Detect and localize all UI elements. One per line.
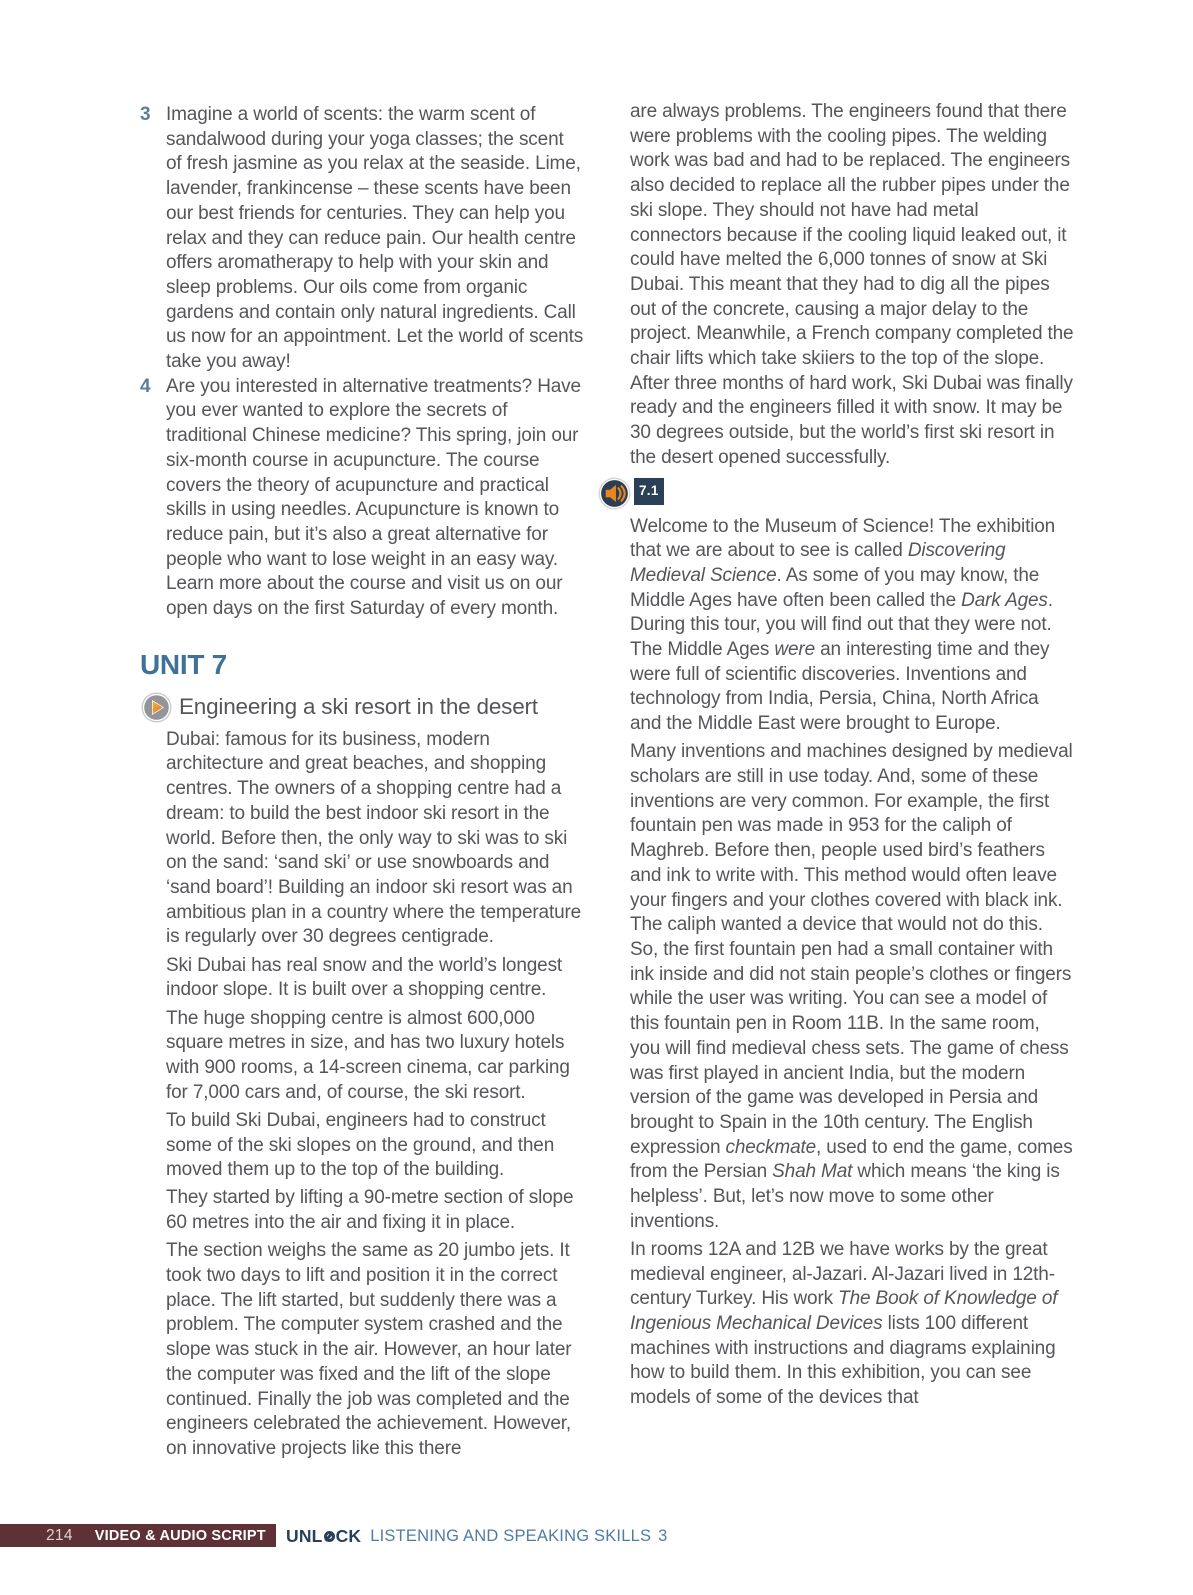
video-title: Engineering a ski resort in the desert <box>179 693 538 719</box>
footer-brand <box>286 1526 668 1547</box>
brand-text-pre: UNL <box>286 1526 323 1546</box>
paragraph: Dubai: famous for its business, modern architecture and great beaches, and shopping centres. The owners of a shopping centre had a dream: to build the best indoor ski resort in the world. Before then, the only way to ski was to ski on the sand: ‘sand ski’ or use snowboards and ‘sand board’! Building an indoor ski resort was an ambitious plan in a country where the temperature is regularly over 30 degrees centigrade. <box>166 728 582 948</box>
brand-text-post: CK <box>335 1526 362 1546</box>
paragraph: To build Ski Dubai, engineers had to construct some of the ski slopes on the ground, and then moved them up to the top of the building. <box>166 1109 555 1181</box>
book-level: 3 <box>658 1527 668 1545</box>
video-heading-row <box>140 692 584 723</box>
paragraph: Many inventions and machines designed by medieval scholars are still in use today. And, some of these inventions are very common. For example, the first fountain pen was made in 953 for the caliph of Maghreb. Before then, people used bird’s feathers and ink to write with. This method would often leave your fingers and your clothes covered with black ink. The caliph wanted a device that would not do this. So, the first fountain pen had a small container with ink inside and did not stain people’s clothes or fingers while the user was writing. You can see a model of this fountain pen in Room 11B. In the same room, you will find medieval chess sets. The game of chess was first played in ancient India, but the modern version of the game was developed in Persia and brought to Spain in the 10th century. The English expression checkmate, used to end the game, comes from the Persian Shah Mat which means ‘the king is helpless’. But, let’s now move to some other inventions. <box>630 741 1073 1232</box>
paragraph: Ski Dubai has real snow and the world’s longest indoor slope. It is built over a shopping centre. <box>166 954 563 1001</box>
item-number: 3 <box>140 104 151 125</box>
item-number: 4 <box>140 375 151 397</box>
paragraph: In rooms 12A and 12B we have works by the great medieval engineer, al-Jazari. Al-Jazari lived in 12th-century Turkey. His work The Book of Knowledge of Ingenious Mechanical Devices lists 100 different machines with instructions and diagrams explaining how to build them. In this exhibition, you can see models of some of the devices that <box>630 1238 1058 1409</box>
audio-heading-row <box>598 477 1074 511</box>
book-title <box>370 1527 667 1546</box>
unit-heading: UNIT 7 <box>140 648 227 680</box>
paragraph: The huge shopping centre is almost 600,000 square metres in size, and has two luxury hotels with 900 rooms, a 14-screen cinema, car parking for 7,000 cars and, of course, the ski resort. <box>166 1007 570 1103</box>
item-text: Imagine a world of scents: the warm scent of sandalwood during your yoga classes; the scent of fresh jasmine as you relax at the seaside. Lime, lavender, frankincense – these scents have been our best friends for centuries. They can help you relax and they can reduce pain. Our health centre offers aromatherapy to help with your skin and sleep problems. Our oils come from organic gardens and contain only natural ingredients. Call us now for an appointment. Let the world of scents take you away! <box>166 104 584 373</box>
speaker-icon <box>598 477 631 510</box>
paragraph: They started by lifting a 90-metre section of slope 60 metres into the air and fixing it in place. <box>166 1187 574 1234</box>
list-item <box>140 375 584 622</box>
paragraph-continuation: are always problems. The engineers found that there were problems with the cooling pipes. The welding work was bad and had to be replaced. The engineers also decided to replace all the rubber pipes under the ski slope. They should not have had metal connectors because if the cooling liquid leaked out, it could have melted the 6,000 tonnes of snow at Ski Dubai. This meant that they had to dig all the pipes out of the concrete, causing a major delay to the project. Meanwhile, a French company completed the chair lifts which take skiiers to the top of the slope. After three months of hard work, Ski Dubai was finally ready and the engineers filled it with snow. It may be 30 degrees outside, but the world’s first ski resort in the desert opened successfully. <box>630 101 1074 468</box>
left-column <box>140 100 584 1465</box>
brand-logo <box>286 1526 361 1547</box>
footer-section-label: VIDEO & AUDIO SCRIPT <box>94 1527 266 1544</box>
play-icon <box>141 692 172 723</box>
footer-bar <box>0 1524 276 1547</box>
audio-track-badge: 7.1 <box>634 478 664 506</box>
right-column <box>630 100 1074 1414</box>
brand-o-icon <box>324 1531 335 1542</box>
paragraph: Welcome to the Museum of Science! The exhibition that we are about to see is called Discovering Medieval Science. As some of you may know, the Middle Ages have often been called the Dark Ages. During this tour, you will find out that they were not. The Middle Ages were an interesting time and they were full of scientific discoveries. Inventions and technology from India, Persia, China, North Africa and the Middle East were brought to Europe. <box>630 515 1056 735</box>
book-title-text: LISTENING AND SPEAKING SKILLS <box>370 1527 652 1545</box>
paragraph: The section weighs the same as 20 jumbo jets. It took two days to lift and position it in the correct place. The lift started, but suddenly there was a problem. The computer system crashed and the slope was stuck in the air. However, an hour later the computer was fixed and the lift of the slope continued. Finally the job was completed and the engineers celebrated the achievement. However, on innovative projects like this there <box>166 1240 572 1459</box>
item-text: Are you interested in alternative treatments? Have you ever wanted to explore the secrets of traditional Chinese medicine? This spring, join our six-month course in acupuncture. The course covers the theory of acupuncture and practical skills in using needles. Acupuncture is known to reduce pain, but it’s also a great alternative for people who want to lose weight in an easy way. Learn more about the course and visit us on our open days on the first Saturday of every month. <box>166 375 581 620</box>
video-script-text <box>166 728 584 1462</box>
list-item <box>140 103 584 375</box>
numbered-script-list <box>140 103 584 622</box>
page-number: 214 <box>46 1526 73 1544</box>
